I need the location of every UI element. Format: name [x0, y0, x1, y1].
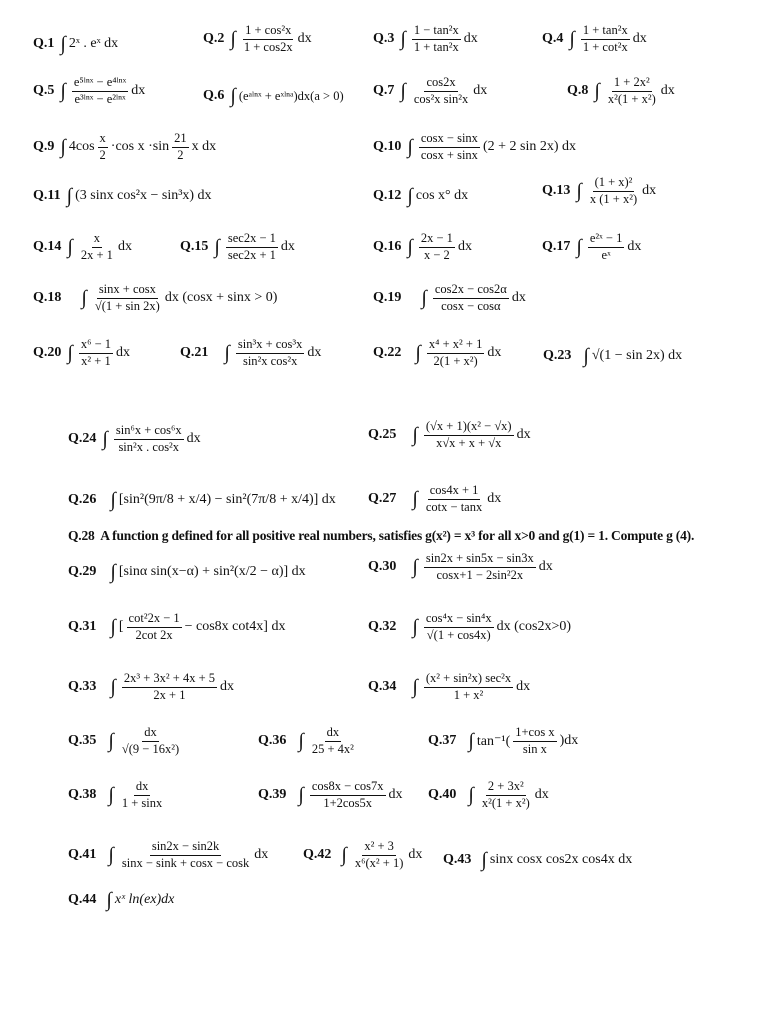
integral-sign: ∫ — [412, 616, 418, 639]
question-43 — [443, 850, 632, 870]
question-2 — [203, 24, 312, 55]
question-30 — [368, 552, 553, 583]
integral-sign: ∫ — [60, 136, 66, 159]
integral-sign: ∫ — [102, 428, 108, 451]
question-label: Q.26 — [68, 492, 97, 507]
differential: dx — [511, 290, 526, 306]
fraction — [242, 24, 295, 55]
integral-sign: ∫ — [576, 236, 582, 259]
question-6 — [203, 86, 344, 106]
differential: dx — [457, 239, 472, 255]
integral-sign: ∫ — [594, 80, 600, 103]
fraction — [427, 338, 484, 369]
question-13 — [542, 176, 656, 207]
differential: dx — [116, 345, 131, 361]
denominator: 1 + cot²x — [582, 39, 628, 54]
integrand: (eᵃˡⁿˣ + eˣˡⁿᵃ)dx(a > 0) — [238, 88, 344, 103]
question-label: Q.39 — [258, 787, 287, 803]
numerator: cos2x − cos2α — [433, 283, 509, 299]
question-label: Q.17 — [542, 239, 571, 255]
integral-sign: ∫ — [110, 489, 116, 511]
question-32 — [368, 612, 571, 643]
integral-sign: ∫ — [230, 28, 236, 51]
denominator: 1 + sinx — [121, 795, 163, 810]
question-27 — [368, 484, 501, 515]
question-label: Q.25 — [368, 427, 397, 443]
question-label: Q.42 — [303, 847, 332, 863]
denominator: √(1 + cos4x) — [426, 627, 491, 642]
denominator: √(1 + sin 2x) — [94, 298, 160, 313]
fraction — [172, 132, 189, 163]
question-label: Q.36 — [258, 733, 287, 749]
integral-sign: ∫ — [412, 488, 418, 511]
question-label: Q.31 — [68, 619, 97, 635]
denominator: cotx − tanx — [425, 499, 483, 514]
integral-sign: ∫ — [421, 287, 427, 310]
question-label: Q.3 — [373, 31, 395, 47]
differential: dx — [487, 491, 502, 507]
numerator: (√x + 1)(x² − √x) — [424, 420, 514, 436]
integral-sign: ∫ — [298, 730, 304, 753]
question-22 — [373, 338, 501, 369]
denominator: x (1 + x²) — [589, 191, 638, 206]
fraction — [424, 612, 494, 643]
integral-sign: ∫ — [412, 556, 418, 579]
denominator: 1 + tan²x — [413, 39, 459, 54]
numerator: x⁴ + x² + 1 — [427, 338, 484, 354]
question-label: Q.5 — [33, 83, 55, 99]
differential: dx (cosx + sinx > 0) — [164, 290, 278, 306]
numerator: dx — [325, 726, 342, 742]
denominator: x² + 1 — [81, 353, 111, 368]
numerator: x⁶ − 1 — [79, 338, 113, 354]
integral-sign: ∫ — [67, 236, 73, 259]
question-text: A function g defined for all positive real numbers, satisfies g(x²) = x³ for all x>0 and g(1) = 1. Compute g (4). — [100, 528, 695, 543]
numerator: 2x³ + 3x² + 4x + 5 — [122, 672, 217, 688]
integral-sign: ∫ — [569, 28, 575, 51]
integral-sign: ∫ — [468, 784, 474, 807]
integral-sign: ∫ — [400, 28, 406, 51]
integral-sign: ∫ — [407, 236, 413, 259]
question-label: Q.32 — [368, 619, 397, 635]
fraction — [419, 232, 455, 263]
numerator: sec2x − 1 — [226, 232, 278, 248]
denominator: cos²x sin²x — [413, 91, 469, 106]
numerator: e²ˣ − 1 — [588, 232, 624, 248]
question-34 — [368, 672, 530, 703]
integral-sign: ∫ — [415, 342, 421, 365]
question-38 — [68, 780, 167, 811]
denominator: x⁶(x² + 1) — [354, 855, 404, 870]
question-label: Q.20 — [33, 345, 62, 361]
question-5 — [33, 76, 145, 107]
question-label: Q.19 — [373, 290, 402, 306]
fraction — [122, 672, 217, 703]
question-label: Q.6 — [203, 88, 225, 103]
integral-sign: ∫ — [224, 342, 230, 365]
fraction — [412, 76, 470, 107]
numerator: 21 — [172, 132, 189, 148]
integrand-part: tan⁻¹( — [476, 733, 511, 749]
differential: dx — [516, 679, 531, 695]
question-14 — [33, 232, 132, 263]
denominator: 2x + 1 — [80, 247, 113, 262]
differential: dx — [487, 345, 502, 361]
numerator: sin³x + cos³x — [236, 338, 305, 354]
question-40 — [428, 780, 549, 811]
numerator: x — [98, 132, 108, 148]
denominator: cosx+1 − 2sin²2x — [436, 567, 524, 582]
integral-sign: ∫ — [110, 676, 116, 699]
integrand: xˣ ln(ex)dx — [114, 892, 175, 907]
fraction — [114, 424, 184, 455]
integrand: sinx cosx cos2x cos4x dx — [489, 852, 633, 867]
question-7 — [373, 76, 487, 107]
denominator: √(9 − 16x²) — [121, 741, 180, 756]
differential: dx — [297, 31, 312, 47]
question-label: Q.9 — [33, 139, 55, 155]
question-label: Q.35 — [68, 733, 97, 749]
integral-sign: ∫ — [108, 784, 114, 807]
numerator: dx — [134, 780, 151, 796]
question-18 — [33, 283, 277, 314]
integral-sign: ∫ — [108, 844, 114, 867]
denominator: cosx + sinx — [420, 147, 478, 162]
fraction — [581, 24, 630, 55]
question-11 — [33, 186, 212, 206]
question-label: Q.30 — [368, 559, 397, 575]
integrand-part: 4cos — [68, 139, 95, 155]
question-label: Q.27 — [368, 491, 397, 507]
question-label: Q.23 — [543, 348, 572, 363]
integral-sign: ∫ — [481, 849, 487, 871]
denominator: 2 — [177, 147, 184, 162]
integrand: [sin²(9π/8 + x/4) − sin²(7π/8 + x/4)] dx — [118, 492, 336, 507]
question-label: Q.29 — [68, 564, 97, 579]
denominator: 1+2cos5x — [323, 795, 373, 810]
fraction — [93, 283, 162, 314]
denominator: 2x + 1 — [153, 687, 186, 702]
numerator: sin2x + sin5x − sin3x — [424, 552, 536, 568]
question-8 — [567, 76, 675, 107]
fraction — [120, 780, 164, 811]
question-35 — [68, 726, 184, 757]
question-label: Q.15 — [180, 239, 209, 255]
fraction — [588, 232, 624, 263]
question-1 — [33, 34, 118, 54]
fraction — [310, 780, 386, 811]
numerator: sin⁶x + cos⁶x — [114, 424, 184, 440]
numerator: (1 + x)² — [593, 176, 635, 192]
question-21 — [180, 338, 321, 369]
differential: dx — [408, 847, 423, 863]
question-9 — [33, 132, 216, 163]
question-39 — [258, 780, 403, 811]
question-23 — [543, 346, 682, 366]
differential: dx — [131, 83, 146, 99]
numerator: 1 − tan²x — [412, 24, 461, 40]
question-31 — [68, 612, 285, 643]
numerator: cos2x — [424, 76, 457, 92]
differential: dx — [473, 83, 488, 99]
integrand-part: ·cos x ·sin — [110, 139, 170, 155]
question-label: Q.41 — [68, 847, 97, 863]
differential: dx — [538, 559, 553, 575]
differential: dx — [632, 31, 647, 47]
fraction — [127, 612, 182, 643]
question-20 — [33, 338, 130, 369]
integrand: [sinα sin(x−α) + sin²(x/2 − α)] dx — [118, 564, 306, 579]
differential: dx — [463, 31, 478, 47]
fraction — [424, 552, 536, 583]
denominator: sin²x . cos²x — [118, 439, 180, 454]
question-26 — [68, 490, 336, 510]
differential: dx — [627, 239, 642, 255]
fraction — [588, 176, 639, 207]
question-label: Q.38 — [68, 787, 97, 803]
numerator: cos8x − cos7x — [310, 780, 386, 796]
integral-sign: ∫ — [583, 345, 589, 367]
numerator: 1 + cos²x — [243, 24, 293, 40]
denominator: e³ˡⁿˣ − e²ˡⁿˣ — [74, 91, 126, 106]
question-44 — [68, 890, 174, 910]
question-42 — [303, 840, 422, 871]
denominator: 2cot 2x — [135, 627, 173, 642]
question-36 — [258, 726, 359, 757]
numerator: cosx − sinx — [419, 132, 480, 148]
question-10 — [373, 132, 576, 163]
question-label: Q.10 — [373, 139, 402, 155]
question-4 — [542, 24, 647, 55]
question-19 — [373, 283, 526, 314]
numerator: 1 + 2x² — [612, 76, 652, 92]
fraction — [236, 338, 305, 369]
denominator: x√x + x + √x — [436, 435, 502, 450]
question-label: Q.4 — [542, 31, 564, 47]
question-41 — [68, 840, 268, 871]
integral-sign: ∫ — [400, 80, 406, 103]
denominator: cosx − cosα — [441, 298, 501, 313]
differential: dx — [220, 679, 235, 695]
differential: (2 + 2 sin 2x) dx — [482, 139, 576, 155]
question-label: Q.12 — [373, 188, 402, 203]
fraction — [72, 76, 128, 107]
numerator: cos4x + 1 — [428, 484, 481, 500]
differential: dx — [642, 183, 657, 199]
question-label: Q.33 — [68, 679, 97, 695]
fraction — [226, 232, 278, 263]
question-29 — [68, 562, 306, 582]
fraction — [79, 232, 115, 263]
fraction — [79, 338, 113, 369]
integral-sign: ∫ — [298, 784, 304, 807]
integral-sign: ∫ — [230, 85, 236, 107]
numerator: (x² + sin²x) sec²x — [424, 672, 513, 688]
fraction — [424, 420, 514, 451]
question-label: Q.8 — [567, 83, 589, 99]
numerator: e⁵ˡⁿˣ − e⁴ˡⁿˣ — [72, 76, 128, 92]
integral-sign: ∫ — [66, 185, 73, 207]
integral-sign: ∫ — [106, 889, 112, 911]
numerator: x — [92, 232, 102, 248]
differential: dx — [117, 239, 132, 255]
bracket: [ — [118, 619, 124, 635]
denominator: eˣ — [601, 247, 611, 262]
numerator: 1 + tan²x — [581, 24, 630, 40]
integral-sign: ∫ — [110, 561, 116, 583]
numerator: 2x − 1 — [419, 232, 455, 248]
integrand: cos x° dx — [415, 188, 469, 203]
numerator: cos⁴x − sin⁴x — [424, 612, 494, 628]
denominator: 25 + 4x² — [311, 741, 354, 756]
differential: dx — [516, 427, 531, 443]
question-25 — [368, 420, 531, 451]
denominator: x²(1 + x²) — [481, 795, 530, 810]
integral-sign: ∫ — [214, 236, 220, 259]
fraction — [424, 672, 513, 703]
integral-sign: ∫ — [81, 287, 87, 310]
integral-sign: ∫ — [576, 180, 582, 203]
question-label: Q.11 — [33, 188, 61, 203]
question-label: Q.2 — [203, 31, 225, 47]
question-24 — [68, 424, 201, 455]
question-label: Q.34 — [368, 679, 397, 695]
differential: dx — [254, 847, 269, 863]
question-label: Q.37 — [428, 733, 457, 749]
question-label: Q.1 — [33, 36, 55, 51]
question-15 — [180, 232, 295, 263]
integral-sign: ∫ — [412, 424, 418, 447]
fraction — [412, 24, 461, 55]
integral-sign: ∫ — [60, 33, 66, 55]
differential: )dx — [559, 733, 579, 749]
fraction — [310, 726, 356, 757]
differential: dx — [388, 787, 403, 803]
question-label: Q.13 — [542, 183, 571, 199]
fraction — [513, 726, 556, 757]
fraction — [480, 780, 532, 811]
fraction — [419, 132, 480, 163]
integrand: 2ˣ . eˣ dx — [68, 36, 119, 51]
question-16 — [373, 232, 472, 263]
fraction — [120, 726, 181, 757]
differential: dx — [534, 787, 549, 803]
denominator: 2(1 + x²) — [433, 353, 478, 368]
numerator: sin2x − sin2k — [150, 840, 221, 856]
integral-sign: ∫ — [60, 80, 66, 103]
integrand: (3 sinx cos²x − sin³x) dx — [75, 188, 212, 203]
denominator: sin x — [522, 741, 547, 756]
numerator: x² + 3 — [362, 840, 396, 856]
numerator: 1+cos x — [513, 726, 556, 742]
fraction — [98, 132, 108, 163]
differential: dx — [280, 239, 295, 255]
denominator: x²(1 + x²) — [607, 91, 656, 106]
integral-sign: ∫ — [341, 844, 347, 867]
differential: x dx — [191, 139, 217, 155]
question-28 — [68, 528, 694, 544]
fraction — [606, 76, 658, 107]
question-label: Q.28 — [68, 528, 95, 543]
integral-sign: ∫ — [468, 730, 474, 753]
integral-sign: ∫ — [407, 185, 413, 207]
denominator: sec2x + 1 — [227, 247, 276, 262]
differential: dx — [307, 345, 322, 361]
numerator: cot²2x − 1 — [127, 612, 182, 628]
question-33 — [68, 672, 234, 703]
integral-sign: ∫ — [110, 616, 116, 639]
denominator: x − 2 — [424, 247, 450, 262]
question-label: Q.43 — [443, 852, 472, 867]
question-3 — [373, 24, 478, 55]
differential: dx (cos2x>0) — [496, 619, 572, 635]
differential: dx — [186, 431, 201, 447]
integral-sign: ∫ — [108, 730, 114, 753]
differential: dx — [660, 83, 675, 99]
integral-sign: ∫ — [407, 136, 413, 159]
fraction — [424, 484, 484, 515]
numerator: 2 + 3x² — [486, 780, 526, 796]
question-label: Q.7 — [373, 83, 395, 99]
integral-sign: ∫ — [67, 342, 73, 365]
fraction — [120, 840, 251, 871]
differential: − cos8x cot4x] dx — [184, 619, 286, 635]
question-label: Q.16 — [373, 239, 402, 255]
integral-sign: ∫ — [412, 676, 418, 699]
question-37 — [428, 726, 578, 757]
numerator: sinx + cosx — [97, 283, 158, 299]
integrand: √(1 − sin 2x) dx — [591, 348, 683, 363]
denominator: 1 + x² — [453, 687, 484, 702]
denominator: sinx − sink + cosx − cosk — [121, 855, 250, 870]
question-label: Q.44 — [68, 892, 97, 907]
question-label: Q.24 — [68, 431, 97, 447]
question-label: Q.14 — [33, 239, 62, 255]
denominator: 2 — [99, 147, 106, 162]
fraction — [353, 840, 405, 871]
question-12 — [373, 186, 468, 206]
numerator: dx — [142, 726, 159, 742]
question-label: Q.18 — [33, 290, 62, 306]
question-label: Q.40 — [428, 787, 457, 803]
question-label: Q.22 — [373, 345, 402, 361]
question-17 — [542, 232, 641, 263]
question-label: Q.21 — [180, 345, 209, 361]
fraction — [433, 283, 509, 314]
denominator: 1 + cos2x — [243, 39, 293, 54]
denominator: sin²x cos²x — [242, 353, 298, 368]
